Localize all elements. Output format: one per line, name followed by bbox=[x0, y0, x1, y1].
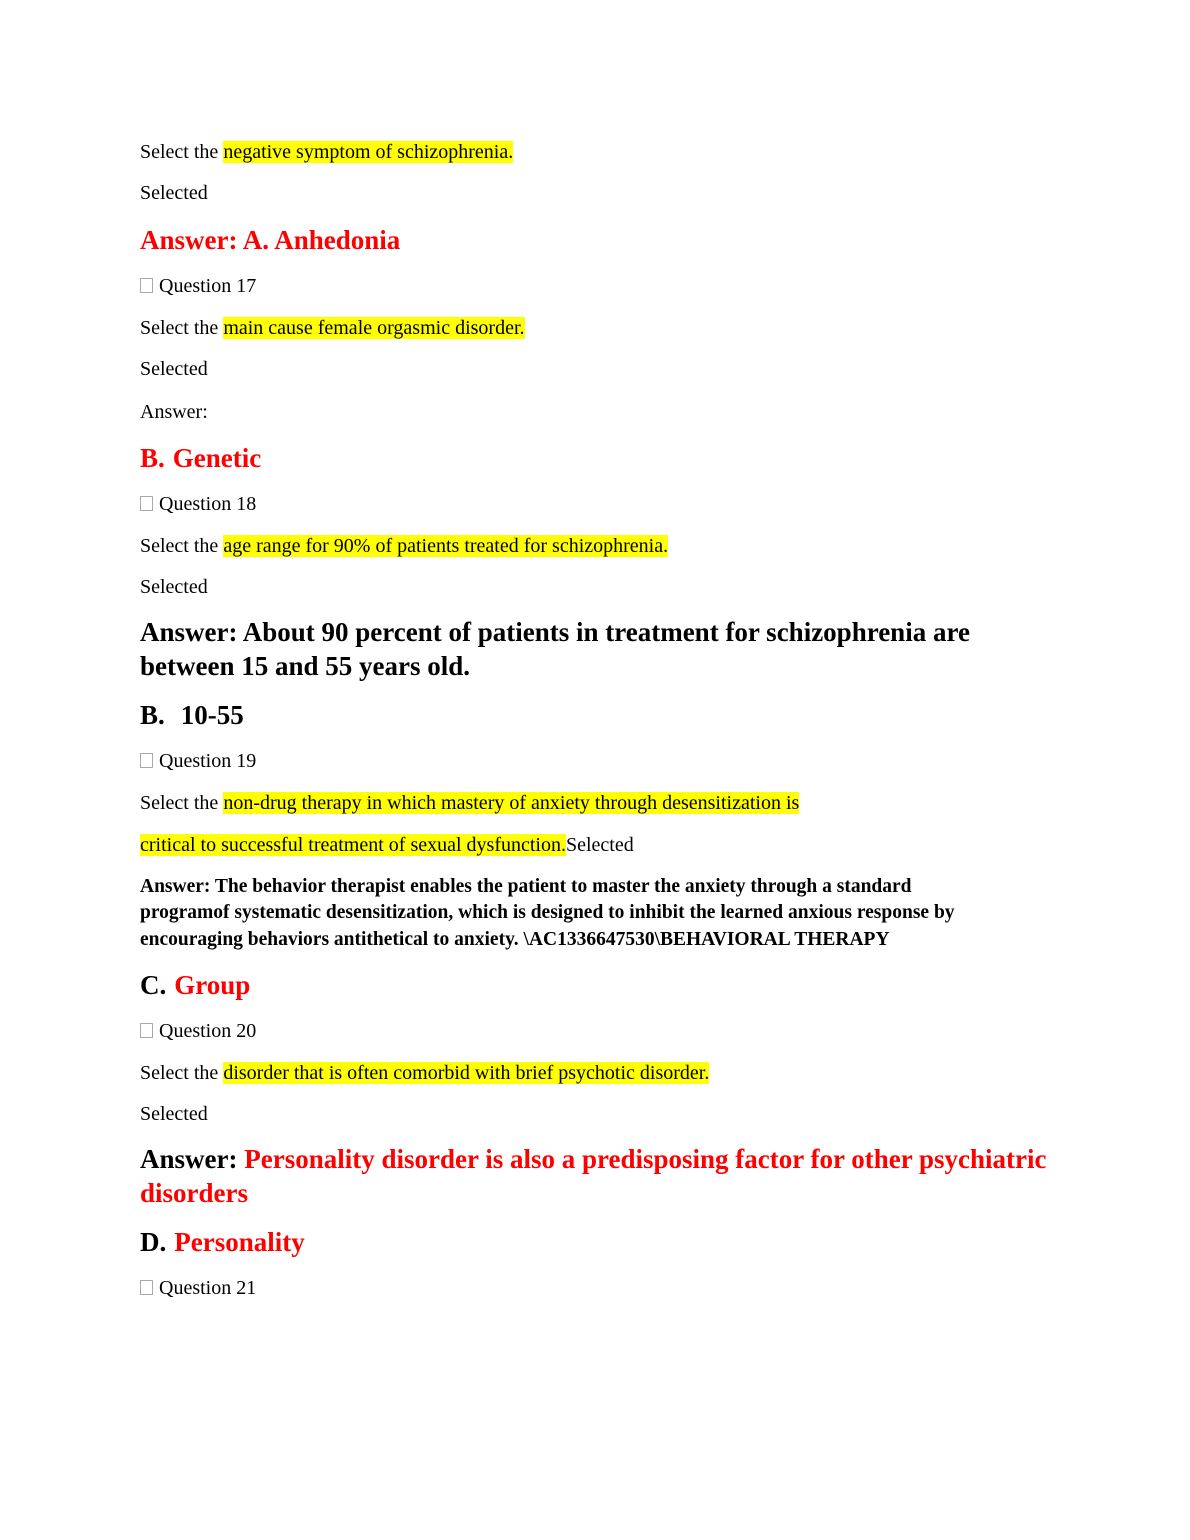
q16-answer: Answer: A. Anhedonia bbox=[140, 225, 401, 255]
checkbox-icon bbox=[140, 1023, 153, 1038]
q19-answer-line-2: programof systematic desensitization, which is designed to inhibit the learned anxious response by bbox=[140, 902, 955, 923]
q18-choice: B. 10-55 bbox=[140, 700, 244, 730]
q19-answer-line-1: Answer: The behavior therapist enables the patient to master the anxiety through a standard bbox=[140, 876, 912, 897]
q17-title: Question 17 bbox=[140, 274, 256, 298]
q19-answer-line-3: encouraging behaviors antithetical to anxiety. \AC1336647530\BEHAVIORAL THERAPY bbox=[140, 929, 890, 950]
q19-choice: C. Group bbox=[140, 970, 251, 1000]
q16-prompt: Select the negative symptom of schizophrenia. bbox=[140, 141, 514, 163]
q18-title: Question 18 bbox=[140, 492, 256, 516]
q19-highlight-2: critical to successful treatment of sexual dysfunction. bbox=[140, 834, 566, 856]
q17-selected: Selected bbox=[140, 358, 208, 380]
q17-prompt: Select the main cause female orgasmic disorder. bbox=[140, 317, 525, 339]
q20-selected: Selected bbox=[140, 1103, 208, 1125]
q16-selected: Selected bbox=[140, 182, 208, 204]
q20-choice: D. Personality bbox=[140, 1227, 305, 1257]
q20-answer-line-1: Answer: Personality disorder is also a predisposing factor for other psychiatric bbox=[140, 1144, 1047, 1174]
q18-answer-line-2: between 15 and 55 years old. bbox=[140, 651, 470, 681]
q17-highlight: main cause female orgasmic disorder. bbox=[223, 317, 525, 339]
q19-highlight-1: non-drug therapy in which mastery of anxiety through desensitization is bbox=[223, 792, 800, 814]
q20-highlight: disorder that is often comorbid with brief psychotic disorder. bbox=[223, 1062, 710, 1084]
checkbox-icon bbox=[140, 496, 153, 511]
q19-title: Question 19 bbox=[140, 749, 256, 773]
checkbox-icon bbox=[140, 753, 153, 768]
q20-answer-line-2: disorders bbox=[140, 1178, 248, 1208]
q21-title: Question 21 bbox=[140, 1276, 256, 1300]
q18-prompt: Select the age range for 90% of patients treated for schizophrenia. bbox=[140, 535, 669, 557]
q18-answer-line-1: Answer: About 90 percent of patients in treatment for schizophrenia are bbox=[140, 617, 970, 647]
q19-prompt-line-2: critical to successful treatment of sexual dysfunction.Selected bbox=[140, 834, 634, 856]
q18-selected: Selected bbox=[140, 576, 208, 598]
checkbox-icon bbox=[140, 278, 153, 293]
q17-answer-label: Answer: bbox=[140, 401, 208, 423]
q19-prompt-line-1: Select the non-drug therapy in which mastery of anxiety through desensitization is bbox=[140, 792, 800, 814]
q17-choice: B. Genetic bbox=[140, 443, 262, 473]
q18-highlight: age range for 90% of patients treated for schizophrenia. bbox=[223, 535, 669, 557]
q20-prompt: Select the disorder that is often comorbid with brief psychotic disorder. bbox=[140, 1062, 710, 1084]
q20-title: Question 20 bbox=[140, 1019, 256, 1043]
checkbox-icon bbox=[140, 1280, 153, 1295]
q16-highlight: negative symptom of schizophrenia. bbox=[223, 141, 514, 163]
